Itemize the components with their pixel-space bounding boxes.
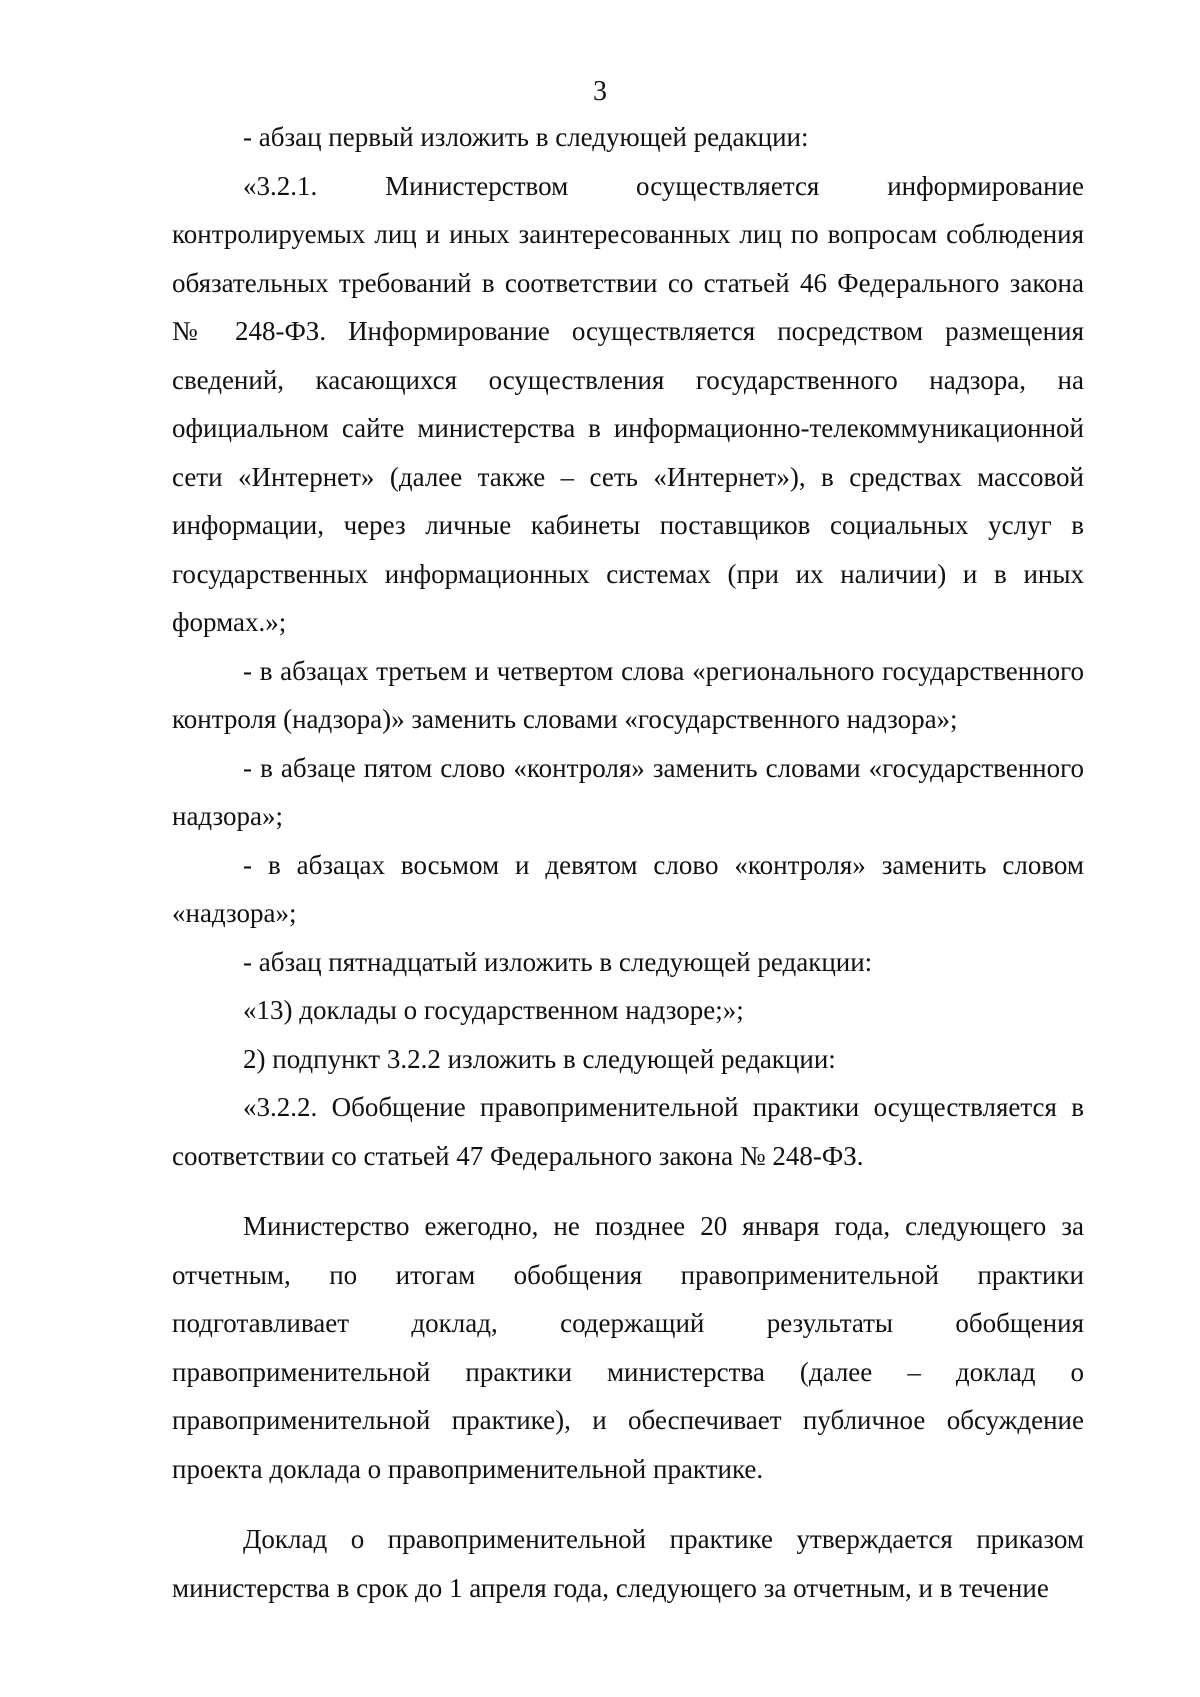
paragraph-item-13: «13) доклады о государственном надзоре;»; [243,995,744,1025]
paragraph-3-2-2: «3.2.2. Обобщение правоприменительной практики осуществляется в соответствии со статьей 47 Федерального закона № 248-ФЗ. [172,1092,1084,1171]
paragraph-amendment-first: - абзац первый изложить в следующей редакции: [243,122,809,152]
paragraph-amendment-fifth: - в абзаце пятом слово «контроля» заменить словами «государственного надзора»; [172,752,1084,831]
paragraph-annual-report: Министерство ежегодно, не позднее 20 января года, следующего за отчетным, по итогам обобщения правоприменительной практики подготавливает доклад, содержащий результаты обобщения правоприменительной практики министерства (далее – доклад о правоприменительной практике), и обеспечивает публичное обсуждение проекта доклада о правоприменительной практике. [172,1211,1084,1484]
paragraph-amendment-fifteenth: - абзац пятнадцатый изложить в следующей редакции: [243,946,873,977]
paragraph-amendment-third-fourth: - в абзацах третьем и четвертом слова «регионального государственного контроля (надзора)» заменить словами «государственного надзора»; [172,655,1084,734]
paragraph-report-approval: Доклад о правоприменительной практике утверждается приказом министерства в срок до 1 апреля года, следующего за отчетным, и в течение [172,1524,1084,1603]
page-number: 3 [593,76,607,107]
document-body [172,113,1084,1612]
paragraph-subpoint-3-2-2: 2) подпункт 3.2.2 изложить в следующей редакции: [243,1043,836,1074]
paragraph-amendment-eighth-ninth: - в абзацах восьмом и девятом слово «контроля» заменить словом «надзора»; [172,849,1084,928]
paragraph-3-2-1: «3.2.1. Министерством осуществляется информирование контролируемых лиц и иных заинтересованных лиц по вопросам соблюдения обязательных требований в соответствии со статьей 46 Федерального закона № 248-ФЗ. Информирование осуществляется посредством размещения сведений, касающихся осуществления государственного надзора, на официальном сайте министерства в информационно-телекоммуникационной сети «Интернет» (далее также – сеть «Интернет»), в средствах массовой информации, через личные кабинеты поставщиков социальных услуг в государственных информационных системах (при их наличии) и в иных формах.»; [172,170,1084,637]
